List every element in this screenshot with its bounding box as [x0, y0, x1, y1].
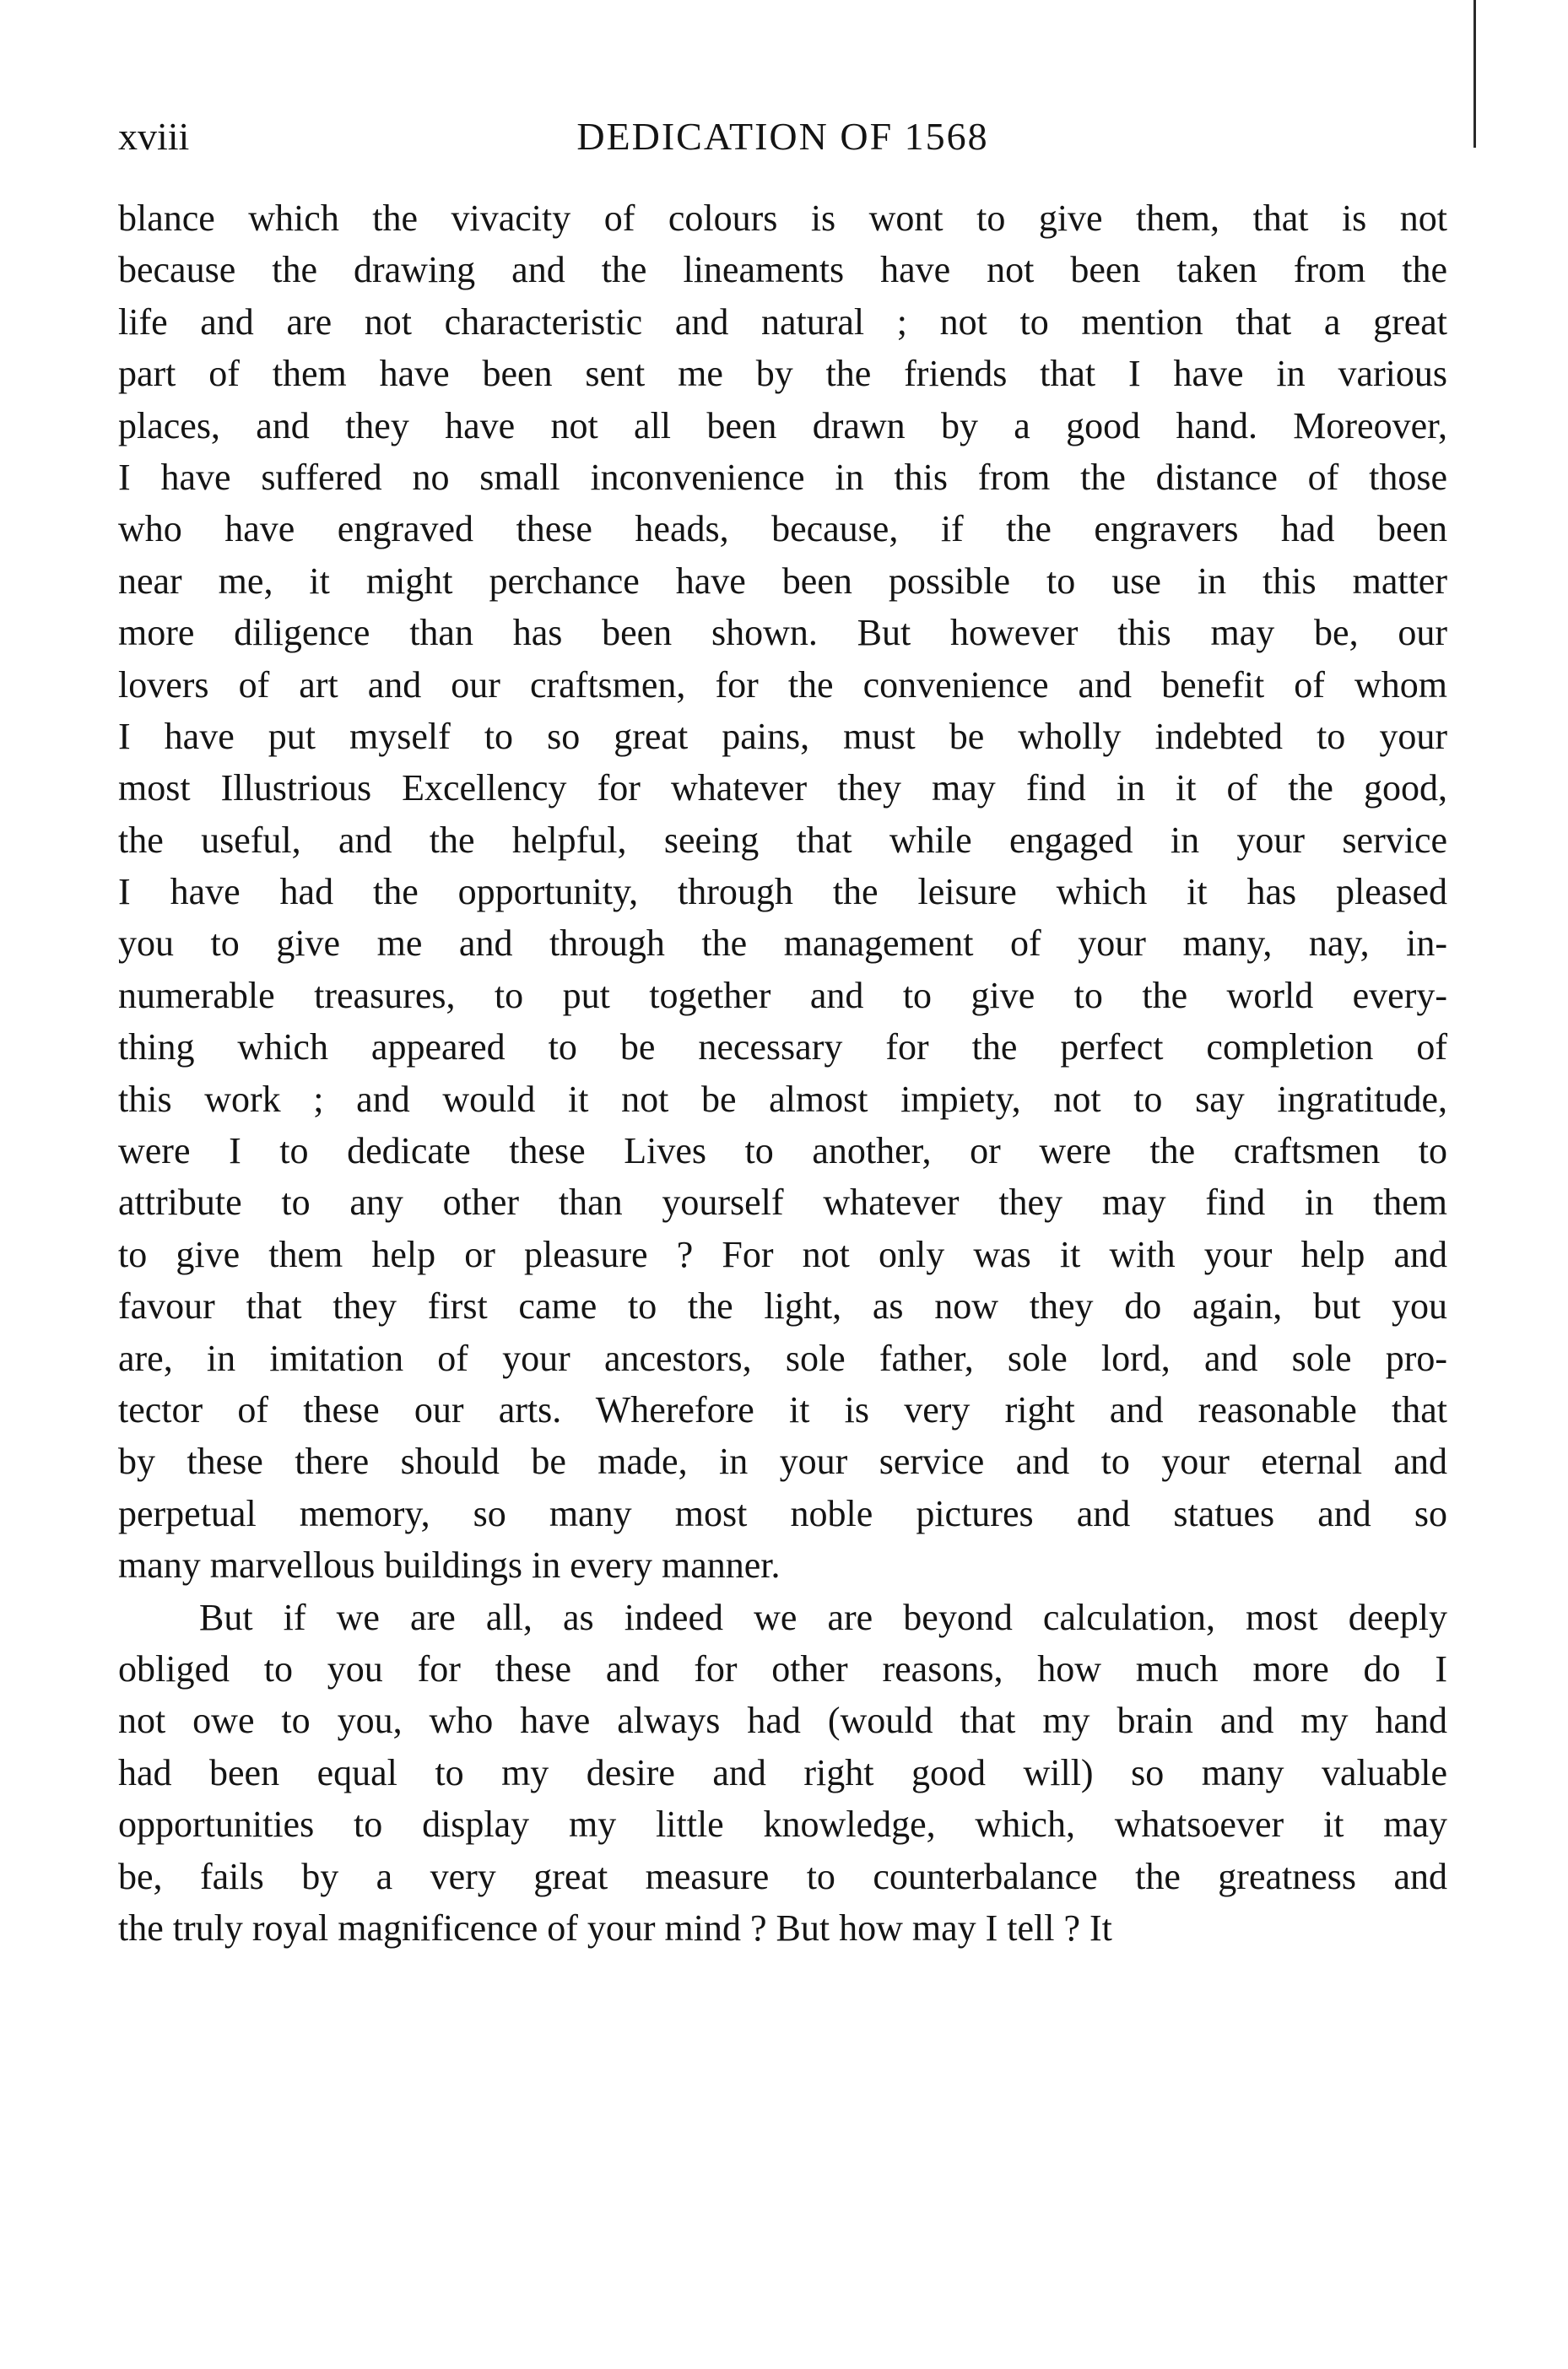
- text-line: the useful, and the helpful, seeing that while engaged in your service: [118, 819, 1447, 861]
- text-line: this work ; and would it not be almost impiety, not to say ingratitude,: [118, 1078, 1447, 1120]
- page-header: [118, 111, 1447, 162]
- text-line: the truly royal magnificence of your mind ? But how may I tell ? It: [118, 1907, 1112, 1949]
- text-line: I have suffered no small inconvenience in this from the distance of those: [118, 456, 1447, 498]
- text-line: favour that they first came to the light, as now they do again, but you: [118, 1285, 1447, 1328]
- body-text: [118, 192, 1447, 1954]
- text-line: many marvellous buildings in every manner.: [118, 1544, 781, 1587]
- page-number: xviii: [118, 115, 190, 158]
- text-line: numerable treasures, to put together and to give to the world every-: [118, 974, 1447, 1016]
- paragraph: [118, 192, 1447, 1592]
- text-line: perpetual memory, so many most noble pictures and statues and so: [118, 1492, 1447, 1534]
- text-line: more diligence than has been shown. But however this may be, our: [118, 612, 1447, 654]
- text-line: part of them have been sent me by the friends that I have in various: [118, 353, 1447, 395]
- text-line: But if we are all, as indeed we are beyond calculation, most deeply: [199, 1596, 1447, 1638]
- text-line: to give them help or pleasure ? For not only was it with your help and: [118, 1233, 1447, 1275]
- text-line: you to give me and through the management of your many, nay, in-: [118, 922, 1447, 965]
- text-line: are, in imitation of your ancestors, sole father, sole lord, and sole pro-: [118, 1337, 1447, 1379]
- paragraph: [118, 1592, 1447, 1955]
- text-line: by these there should be made, in your service and to your eternal and: [118, 1441, 1447, 1483]
- text-line: had been equal to my desire and right good will) so many valuable: [118, 1751, 1447, 1793]
- text-line: lovers of art and our craftsmen, for the convenience and benefit of whom: [118, 663, 1447, 706]
- text-line: be, fails by a very great measure to counterbalance the greatness and: [118, 1855, 1447, 1897]
- text-line: thing which appeared to be necessary for the perfect completion of: [118, 1026, 1447, 1068]
- text-line: places, and they have not all been drawn by a good hand. Moreover,: [118, 404, 1447, 446]
- running-title: DEDICATION OF 1568: [576, 115, 989, 158]
- text-line: were I to dedicate these Lives to another, or were the craftsmen to: [118, 1130, 1447, 1172]
- text-line: opportunities to display my little knowledge, which, whatsoever it may: [118, 1804, 1447, 1846]
- scan-edge-mark: [1473, 0, 1476, 148]
- text-line: attribute to any other than yourself whatever they may find in them: [118, 1182, 1447, 1224]
- text-line: most Illustrious Excellency for whatever they may find in it of the good,: [118, 767, 1447, 809]
- text-line: blance which the vivacity of colours is wont to give them, that is not: [118, 197, 1447, 239]
- text-line: tector of these our arts. Wherefore it is very right and reasonable that: [118, 1388, 1447, 1431]
- text-line: life and are not characteristic and natural ; not to mention that a great: [118, 300, 1447, 343]
- text-line: because the drawing and the lineaments have not been taken from the: [118, 249, 1447, 291]
- text-line: obliged to you for these and for other reasons, how much more do I: [118, 1647, 1447, 1690]
- text-line: not owe to you, who have always had (would that my brain and my hand: [118, 1700, 1447, 1742]
- text-line: who have engraved these heads, because, if the engravers had been: [118, 508, 1447, 550]
- text-line: I have had the opportunity, through the leisure which it has pleased: [118, 871, 1447, 913]
- text-line: I have put myself to so great pains, must be wholly indebted to your: [118, 715, 1447, 757]
- text-line: near me, it might perchance have been possible to use in this matter: [118, 560, 1447, 602]
